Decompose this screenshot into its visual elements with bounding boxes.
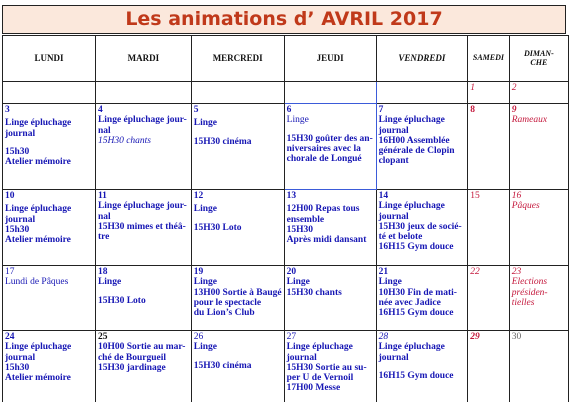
header-sunday-line1: DIMAN- [523, 48, 554, 58]
event-line: Linge [97, 277, 122, 288]
event-line: 15H30 Sortie au su- [286, 362, 367, 373]
day-cell-empty [284, 82, 376, 104]
day-cell-empty [376, 82, 468, 104]
event-line: 15H30 goûter des an- [286, 133, 373, 144]
event-line: journal [5, 214, 36, 225]
day-cell-19 [191, 266, 284, 331]
header-sunday [509, 36, 568, 82]
event-line: niversaires avec la [286, 143, 361, 154]
day-number: 13 [286, 191, 297, 201]
day-cell-26 [191, 331, 284, 402]
event-line: 13H00 Sortie à Baugé [193, 287, 282, 298]
event-line: tielles [511, 297, 535, 308]
day-number: 4 [97, 105, 103, 115]
day-number: 20 [286, 267, 297, 277]
event-line: 10H30 Fin de mati- [378, 287, 457, 298]
day-number: 26 [193, 332, 204, 342]
day-number: 18 [97, 267, 108, 277]
day-cell-22 [468, 266, 509, 331]
event-line: Linge [193, 342, 217, 353]
day-number: 22 [470, 267, 480, 277]
event-line: 15H30 jeux de socié- [378, 221, 462, 232]
event-line: 16H00 Assemblée [378, 135, 450, 146]
day-number: 9 [511, 105, 517, 115]
event-line: 15H30 cinéma [193, 360, 252, 371]
event-line: 15H30 cinéma [193, 136, 252, 147]
event-line: Linge épluchage [5, 342, 72, 353]
event-line: 15H30 [286, 224, 314, 235]
calendar-grid [2, 35, 569, 402]
day-cell-11 [95, 190, 191, 266]
day-number: 12 [193, 191, 204, 201]
day-number: 8 [470, 105, 475, 115]
event-line: 15h30 [5, 224, 30, 235]
day-number: 21 [378, 267, 389, 277]
event-line: té et belote [378, 232, 423, 242]
day-number: 6 [286, 105, 292, 115]
event-line: Linge épluchage [378, 115, 445, 126]
day-cell-14 [376, 190, 468, 266]
event-line: journal [5, 352, 36, 363]
event-line: Linge [193, 118, 217, 129]
event-line: 15h30 [5, 146, 30, 157]
header-tuesday: MARDI [95, 36, 191, 82]
day-number: 30 [511, 332, 522, 342]
day-number: 5 [193, 105, 199, 115]
day-cell-4 [95, 104, 191, 190]
day-cell-20 [284, 266, 376, 331]
event-line: Linge épluchage [5, 204, 72, 215]
day-cell-3 [3, 104, 96, 190]
day-cell-empty [191, 82, 284, 104]
day-cell-7 [376, 104, 468, 190]
day-cell-empty [3, 82, 96, 104]
event-line: nal [97, 211, 111, 222]
week-row-2 [3, 190, 569, 266]
event-line: clopant [378, 156, 409, 167]
day-cell-17 [3, 266, 96, 331]
event-line: 16H15 Gym douce [378, 370, 454, 381]
event-line: 15H30 Loto [97, 295, 146, 306]
day-number: 1 [470, 83, 475, 93]
event-line: 12H00 Repas tous [286, 204, 360, 215]
day-cell-21 [376, 266, 468, 331]
event-line: présiden- [511, 287, 548, 298]
event-line: 15H30 chants [286, 287, 342, 298]
event-line: 15H30 jardinage [97, 362, 166, 373]
day-cell-9 [509, 104, 568, 190]
header-wednesday: MERCREDI [191, 36, 284, 82]
day-cell-25 [95, 331, 191, 402]
event-line: Atelier mémoire [5, 235, 71, 245]
event-line: journal [378, 125, 409, 136]
header-row [3, 36, 569, 82]
event-line: Atelier mémoire [5, 373, 71, 383]
header-sunday-line2: CHE [530, 57, 548, 67]
event-line: Pâques [511, 201, 540, 212]
event-line: Linge épluchage [378, 342, 445, 353]
event-line: journal [5, 128, 36, 139]
day-number: 16 [511, 191, 522, 201]
day-number: 23 [511, 267, 522, 277]
event-line: Rameaux [511, 115, 548, 126]
event-line: Linge épluchage jour- [97, 201, 187, 212]
day-cell-27 [284, 331, 376, 402]
week-row-1 [3, 104, 569, 190]
event-line: Elections [511, 277, 548, 288]
week-row-4 [3, 331, 569, 402]
day-cell-18 [95, 266, 191, 331]
day-number: 3 [5, 105, 10, 115]
event-line: per U de Vernoil [286, 373, 354, 383]
event-line: 15H30 Loto [193, 222, 242, 233]
event-line: Linge épluchage [378, 201, 445, 212]
header-friday: VENDREDI [376, 36, 468, 82]
day-cell-2 [509, 82, 568, 104]
event-line: Linge [286, 277, 310, 288]
day-number: 19 [193, 267, 204, 277]
event-line: Linge épluchage [286, 342, 353, 353]
header-monday: LUNDI [3, 36, 96, 82]
event-line: journal [378, 211, 409, 222]
event-line: Linge épluchage jour- [97, 115, 187, 126]
day-cell-8 [468, 104, 509, 190]
event-line: 10H00 Sortie au mar- [97, 342, 186, 353]
event-line: du Lion’s Club [193, 308, 255, 318]
day-cell-5 [191, 104, 284, 190]
day-cell-15 [468, 190, 509, 266]
event-line: pour le spectacle [193, 297, 262, 308]
day-cell-30 [509, 331, 568, 402]
day-cell-29 [468, 331, 509, 402]
event-line: 16H15 Gym douce [378, 242, 454, 253]
day-number: 25 [97, 332, 108, 342]
event-line: Linge [378, 277, 402, 288]
day-cell-24 [3, 331, 96, 402]
week-row-3 [3, 266, 569, 331]
day-number: 2 [511, 83, 517, 93]
header-thursday: JEUDI [284, 36, 376, 82]
day-number: 11 [97, 191, 107, 201]
event-line: Après midi dansant [286, 235, 367, 245]
day-cell-28 [376, 331, 468, 402]
day-number: 24 [5, 332, 15, 342]
day-cell-16 [509, 190, 568, 266]
day-number: 29 [470, 332, 480, 342]
day-number: 27 [286, 332, 297, 342]
day-number: 10 [5, 191, 15, 201]
day-cell-empty [95, 82, 191, 104]
event-line: 16H15 Gym douce [378, 308, 454, 318]
event-line: 15H30 mimes et théâ- [97, 221, 186, 232]
event-line: journal [378, 352, 409, 363]
day-cell-10 [3, 190, 96, 266]
event-line: Linge [193, 204, 217, 215]
event-line: journal [286, 352, 317, 363]
event-line: Linge épluchage [5, 118, 72, 129]
event-line: Linge [193, 277, 217, 288]
event-line: générale de Clopin [378, 146, 455, 156]
day-number: 17 [5, 267, 15, 277]
event-line: 17H00 Messe [286, 383, 341, 394]
day-cell-12 [191, 190, 284, 266]
event-line: ché de Bourgueil [97, 352, 167, 363]
event-line: Lundi de Pâques [5, 277, 69, 288]
event-line: Atelier mémoire [5, 157, 71, 167]
event-line: tre [97, 232, 110, 242]
calendar-title: Les animations d’ AVRIL 2017 [2, 5, 566, 34]
day-number: 7 [378, 105, 384, 115]
day-number: 15 [470, 191, 480, 201]
day-cell-6 [284, 104, 376, 190]
day-cell-23 [509, 266, 568, 331]
event-line: ensemble [286, 214, 325, 225]
day-cell-13 [284, 190, 376, 266]
week-row-0 [3, 82, 569, 104]
day-number: 28 [378, 332, 389, 342]
event-line: nal [97, 125, 111, 136]
event-line: née avec Jadice [378, 297, 441, 308]
day-cell-1 [468, 82, 509, 104]
event-line: chorale de Longué [286, 154, 362, 164]
event-line: 15H30 chants [97, 135, 151, 146]
event-line: 15h30 [5, 362, 30, 373]
header-saturday: SAMEDI [468, 36, 509, 82]
day-number: 14 [378, 191, 389, 201]
event-line: Linge [286, 115, 309, 126]
